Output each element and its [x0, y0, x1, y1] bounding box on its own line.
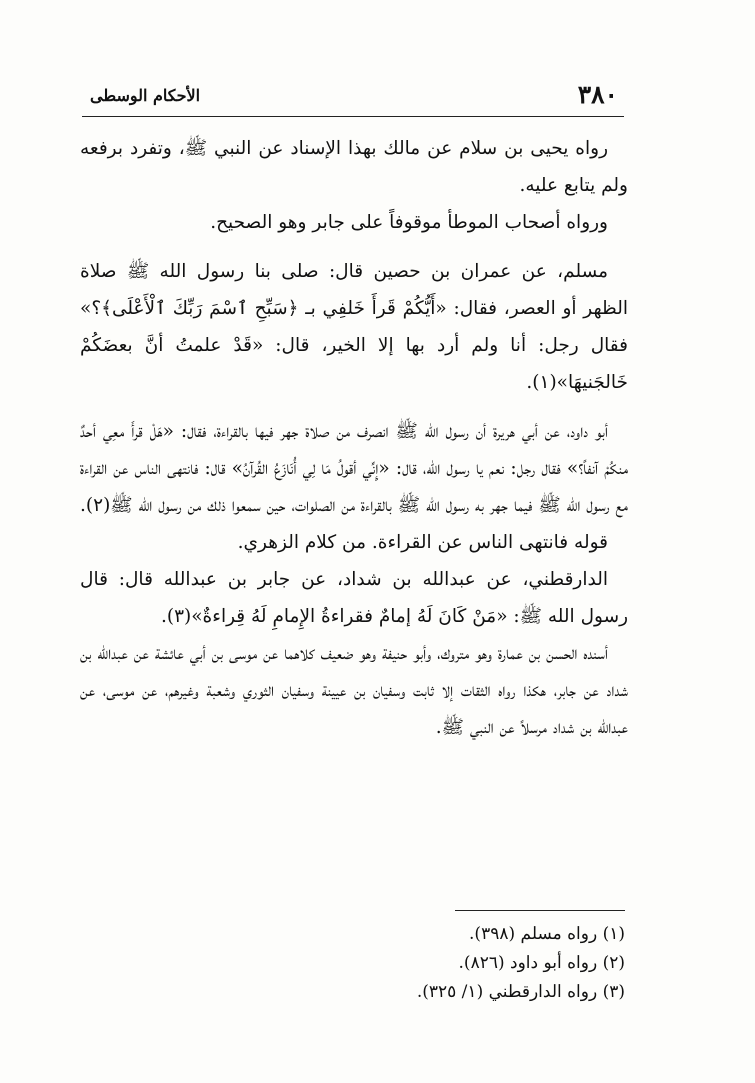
footnote-3: (٣) رواه الدارقطني (١/ ٣٢٥). — [416, 982, 625, 1002]
paragraph-6: الدارقطني، عن عبدالله بن شداد، عن جابر بن عبدالله قال: قال رسول الله ﷺ: «مَنْ كَانَ لَهُ إمامٌ فقراءةُ الإِمامِ لَهُ قِراءةٌ»(٣). — [80, 569, 628, 627]
paragraph-7: أسنده الحسن بن عمارة وهو متروك، وأبو حنيفة وهو ضعيف كلاهما عن موسى بن أبي عائشة عن عبدالله بن شداد عن جابر، هكذا رواه الثقات إلا ثابت وسفيان بن عيينة وسفيان الثوري وشعبة وغيرهم، عن موسى، عن عبدالله بن شداد مرسلاً عن النبي ﷺ. — [80, 643, 628, 738]
paragraph-1: رواه يحيى بن سلام عن مالك بهذا الإسناد عن النبي ﷺ، وتفرد برفعه ولم يتابع عليه. — [80, 138, 628, 196]
paragraph-4: أبو داود، عن أبي هريرة أن رسول الله ﷺ انصرف من صلاة جهر فيها بالقراءة، فقال: «هَلْ قرأَ معِي أحدٌ منكُمْ آنفاً؟» فقال رجل: نعم يا رسول الله، قال: «إِنِّي أقولُ مَا لِي أُنَازَعُ القُرآنُ» قال: فانتهى الناس عن القراءة مع رسول الله ﷺ فيما جهر به رسول الله ﷺ بالقراءة من الصلوات، حين سمعوا ذلك من رسول الله ﷺ(٢). — [80, 421, 628, 516]
page-number: ٣٨٠ — [577, 80, 618, 109]
main-text — [80, 130, 628, 746]
footnote-1: (١) رواه مسلم (٣٩٨). — [469, 924, 625, 944]
footnote-divider — [455, 910, 625, 911]
paragraph-5: قوله فانتهى الناس عن القراءة. من كلام الزهري. — [237, 532, 608, 553]
running-title: الأحكام الوسطى — [90, 86, 201, 105]
paragraph-2: ورواه أصحاب الموطأ موقوفاً على جابر وهو الصحيح. — [210, 212, 608, 233]
paragraph-3: مسلم، عن عمران بن حصين قال: صلى بنا رسول الله ﷺ صلاة الظهر أو العصر، فقال: «أَيُّكُمْ قَرأَ خَلفِي بـ ﴿سَبِّحِ ٱسْمَ رَبِّكَ ٱلْأَعْلَى﴾؟» فقال رجل: أنا ولم أرد بها إلا الخير، قال: «قَدْ علمتُ أنَّ بعضَكُمْ خَالجَنيهَا»(١). — [80, 261, 628, 393]
footnote-2: (٢) رواه أبو داود (٨٢٦). — [458, 953, 625, 973]
page-header — [82, 80, 624, 117]
footnotes — [300, 920, 625, 1007]
